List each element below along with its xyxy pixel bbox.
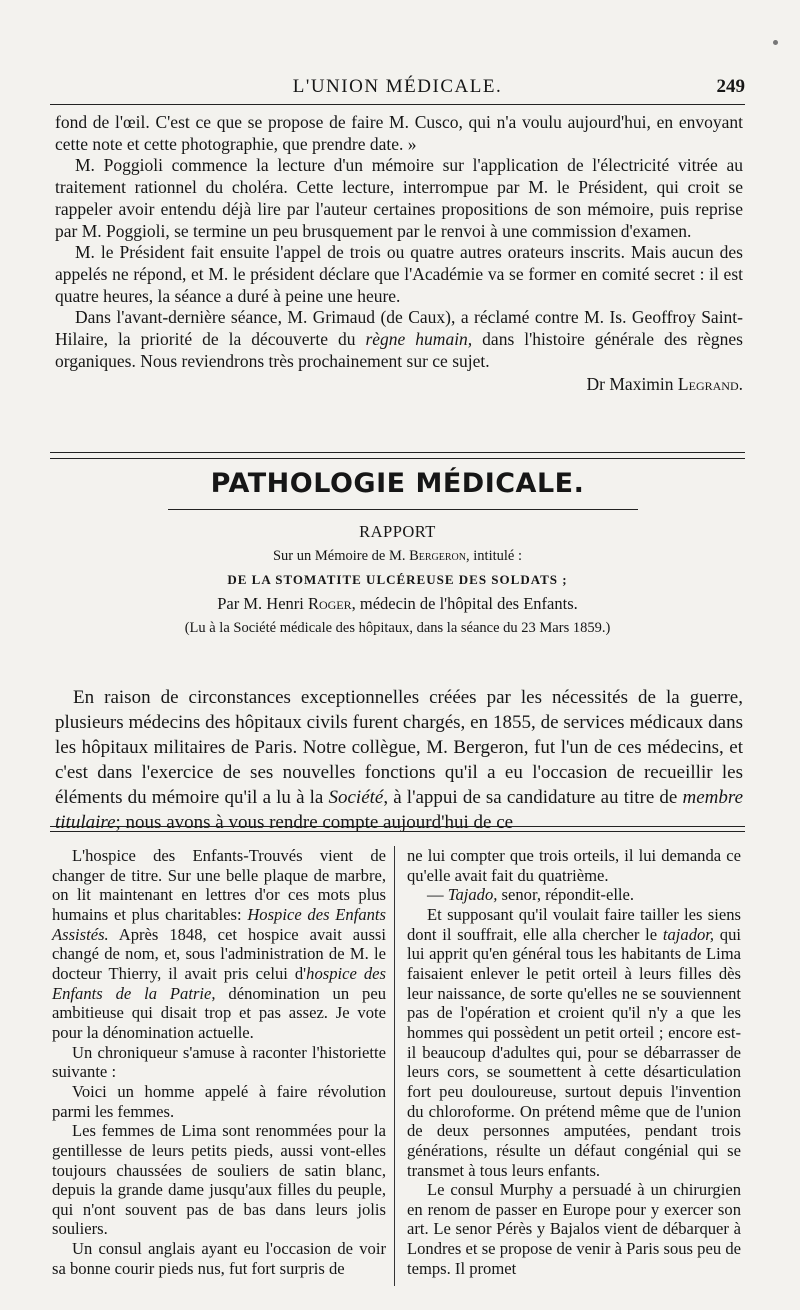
paragraph: Un consul anglais ayant eu l'occasion de voir sa bonne courir pieds nus, fut fort surpris de xyxy=(52,1239,386,1278)
academy-report-text xyxy=(55,112,743,396)
journal-title: L'UNION MÉDICALE. xyxy=(292,76,503,97)
feuilleton-left-column xyxy=(52,846,386,1278)
text-run: dénomination un peu ambitieuse qui disait trop et pas assez. Je vote pour la dénomination actuelle. xyxy=(52,983,386,1042)
ink-dot-mark xyxy=(773,40,778,45)
italic-text: Tajado, xyxy=(447,885,498,905)
paragraph xyxy=(52,846,386,1043)
paragraph: Un chroniqueur s'amuse à raconter l'historiette suivante : xyxy=(52,1042,386,1082)
italic-text: règne humain, xyxy=(365,329,473,350)
text-run: Par M. Henri xyxy=(217,594,308,613)
text-run: senor, répondit-elle. xyxy=(497,885,635,905)
paragraph xyxy=(407,885,741,905)
running-header xyxy=(50,76,745,102)
author-name: Bergeron xyxy=(409,548,467,564)
header-rule xyxy=(50,104,745,105)
paragraph: ne lui compter que trois orteils, il lui demanda ce qu'elle avait fait du quatrième. xyxy=(407,846,741,885)
reading-note: (Lu à la Société médicale des hôpitaux, dans la séance du 23 Mars 1859.) xyxy=(184,620,611,636)
paragraph: fond de l'œil. C'est ce que se propose de faire M. Cusco, qui n'a voulu aujourd'hui, en envoyant cette note et cette photographie, que prendre date. » xyxy=(55,112,743,154)
paragraph: M. le Président fait ensuite l'appel de trois ou quatre autres orateurs inscrits. Mais aucun des appelés ne répond, et M. le président déclare que l'Académie va se former en comité secret : il est quatre heures, la séance a duré à peine une heure. xyxy=(55,242,743,306)
paragraph: Le consul Murphy a persuadé à un chirurgien en renom de passer en Europe pour y exercer son art. Le senor Pérès y Bajalos vient de débarquer à Londres et se propose de venir à Paris sous peu de temps. Il promet xyxy=(407,1180,741,1278)
text-run: qui lui apprit qu'en général tous les habitants de Lima faisaient enlever le petit orteil à leurs filles dès leur naissance, de sorte qu'elles ne se souviennent pas de l'opération et croient qu'il n'y a que les hommes qui possèdent un petit orteil ; encore est-il beaucoup d'adultes qui, pour se débarrasser de leurs cors, se soumettent à cette désarticulation fort peu douloureuse, surtout depuis l'invention du chloroforme. On prétend même que de l'union de deux personnes amputées, pendant trois générations, résulte un défaut congénial qui se transmet à tous leurs enfants. xyxy=(407,924,741,1180)
section-title: PATHOLOGIE MÉDICALE. xyxy=(210,468,585,499)
italic-text: membre titulaire xyxy=(55,787,743,833)
paragraph: Les femmes de Lima sont renommées pour la gentillesse de leurs petits pieds, aussi vont-elles toujours chaussées de souliers de satin blanc, depuis la grande dame jusqu'aux filles du peuple, qui n'ont souvent pas de bas dans leurs jolis souliers. xyxy=(52,1121,386,1239)
text-run: — xyxy=(427,885,448,905)
italic-text: Société xyxy=(328,787,384,808)
column-divider xyxy=(394,846,395,1286)
text-run: , à l'appui de sa candidature au titre de xyxy=(383,787,683,808)
text-run: L'hospice des Enfants-Trouvés vient de changer de titre. Sur une belle plaque de marbre, on lit maintenant en lettres d'or ces mots plus humains et plus charitables: xyxy=(52,846,386,924)
author-name: Legrand. xyxy=(677,374,743,395)
text-run: Dr Maximin xyxy=(586,374,678,395)
text-run: Sur un Mémoire de M. xyxy=(272,548,410,564)
paragraph xyxy=(55,307,743,372)
text-run: , médecin de l'hôpital des Enfants. xyxy=(351,594,578,613)
paragraph xyxy=(407,905,741,1180)
text-run: , intitulé : xyxy=(466,548,522,564)
page-number: 249 xyxy=(716,76,745,97)
report-subject xyxy=(50,544,745,568)
text-run: Après 1848, cet hospice avait aussi changé de nom, et, sous l'administration de M. le docteur Thierry, il avait pris celui d' xyxy=(52,924,386,983)
text-run: Dans l'avant-dernière séance, M. Grimaud (de Caux), a réclamé contre M. Is. Geoffroy Saint-Hilaire, la priorité de la découverte du xyxy=(55,307,743,350)
italic-text: Hospice des Enfants Assistés. xyxy=(52,904,386,944)
memoir-title: DE LA STOMATITE ULCÉREUSE DES SOLDATS ; xyxy=(227,572,568,587)
paragraph: M. Poggioli commence la lecture d'un mémoire sur l'application de l'électricité vitrée au traitement rationnel du choléra. Cette lecture, interrompue par M. le Président, qui croit se rappeler avoir entendu déjà lire par l'auteur certaines propositions de son mémoire, puis reprise par M. Poggioli, se termine un peu brusquement par le renvoi à une commission d'examen. xyxy=(55,155,743,241)
feuilleton-right-column xyxy=(407,846,741,1278)
text-run: En raison de circonstances exceptionnelles créées par les nécessités de la guerre, plusieurs médecins des hôpitaux civils furent chargés, en 1855, de services médicaux dans les hôpitaux militaires de Paris. Notre collègue, M. Bergeron, fut l'un de ces médecins, et c'est dans l'exercice de ses nouvelles fonctions qu'il a eu l'occasion de recueillir les éléments du mémoire qu'il a lu à la xyxy=(55,687,743,808)
report-heading-block xyxy=(50,520,745,640)
paragraph: Voici un homme appelé à faire révolution parmi les femmes. xyxy=(52,1081,386,1121)
feuilleton-divider xyxy=(50,826,745,832)
italic-text: tajador, xyxy=(662,924,715,944)
report-author xyxy=(50,592,745,616)
section-divider xyxy=(50,452,745,459)
text-run: Et supposant qu'il voulait faire tailler les siens dont il souffrait, elle alla chercher le xyxy=(407,904,741,944)
italic-text: hospice des Enfants de la Patrie, xyxy=(52,963,386,1003)
author-signature xyxy=(55,374,743,396)
section-title-underline xyxy=(168,509,638,510)
report-intro-paragraph xyxy=(55,685,743,835)
report-heading: RAPPORT xyxy=(359,522,436,541)
author-name: Roger xyxy=(307,594,352,613)
text-run: dans l'histoire générale des règnes organiques. Nous reviendrons très prochainement sur ce sujet. xyxy=(55,329,743,371)
text-run: ; nous avons à vous rendre compte aujourd'hui de ce xyxy=(115,812,514,833)
